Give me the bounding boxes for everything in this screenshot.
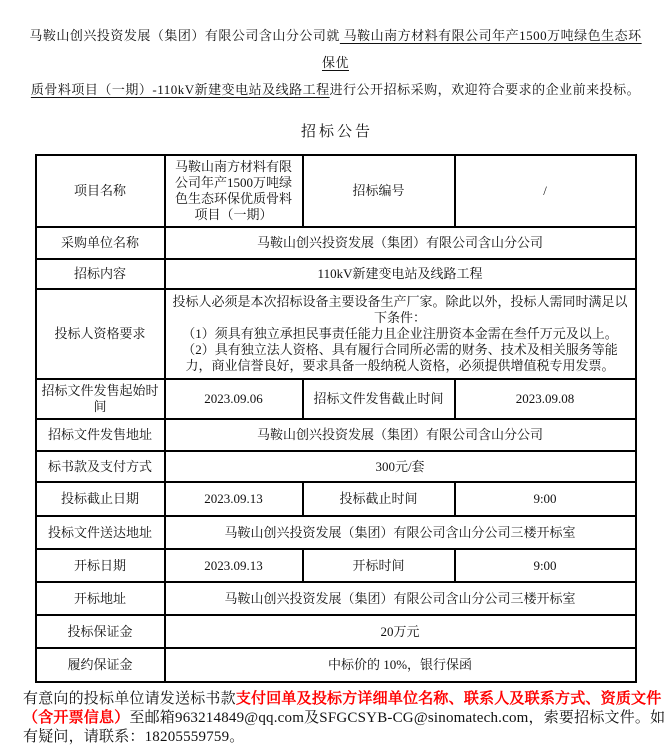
table-row-doc-sale-address: [36, 419, 636, 451]
field-label-bid-delivery-address: 投标文件送达地址: [36, 516, 165, 549]
field-value-doc-sale-address: 马鞍山创兴投资发展（集团）有限公司含山分公司: [165, 419, 636, 451]
field-label-doc-sale-start: 招标文件发售起始时间: [36, 379, 165, 419]
field-label-doc-sale-address: 招标文件发售地址: [36, 419, 165, 451]
field-label-performance-bond: 履约保证金: [36, 648, 165, 682]
field-label-doc-fee: 标书款及支付方式: [36, 451, 165, 482]
field-value-bid-opening-time: 9:00: [455, 549, 636, 582]
field-label-project-name: 项目名称: [36, 155, 165, 227]
footer-paragraph: [23, 690, 666, 747]
table-row-bid-deadline: [36, 482, 636, 516]
footer-line-3: [23, 728, 648, 747]
footer-line3-black: 有疑问，请联系：18205559759。: [23, 729, 245, 745]
field-value-bid-deadline-time: 9:00: [455, 482, 636, 516]
field-value-bid-deadline-date: 2023.09.13: [165, 482, 303, 516]
field-label-tender-number: 招标编号: [303, 155, 455, 227]
field-value-doc-sale-end: 2023.09.08: [455, 379, 636, 419]
table-row-tender-content: [36, 259, 636, 289]
intro-line-1: [23, 22, 648, 76]
footer-line1-black: 有意向的投标单位请发送标书款: [23, 691, 236, 707]
table-row-bid-delivery-address: [36, 516, 636, 549]
field-value-doc-sale-start: 2023.09.06: [165, 379, 303, 419]
intro-paragraph: [23, 22, 648, 103]
field-label-bidder-qualification: 投标人资格要求: [36, 289, 165, 379]
field-value-bidder-qualification: [165, 289, 636, 379]
field-value-performance-bond: 中标价的 10%，银行保函: [165, 648, 636, 682]
table-row-bid-opening: [36, 549, 636, 582]
table-row-doc-sale-time: [36, 379, 636, 419]
field-label-bid-deadline-time: 投标截止时间: [303, 482, 455, 516]
field-value-purchaser: 马鞍山创兴投资发展（集团）有限公司含山分公司: [165, 227, 636, 259]
table-row-doc-fee: [36, 451, 636, 482]
field-label-doc-sale-end: 招标文件发售截止时间: [303, 379, 455, 419]
field-label-tender-content: 招标内容: [36, 259, 165, 289]
qualification-line-1: 投标人必须是本次招标设备主要设备生产厂家。除此以外，投标人需同时满足以下条件：: [172, 294, 628, 325]
intro-line1-underlined: 马鞍山南方材料有限公司年产1500万吨绿色生态环保优: [321, 28, 642, 70]
intro-line2-plain: 进行公开招标采购，欢迎符合要求的企业前来投标。: [329, 82, 641, 97]
table-row-bidder-qualification: [36, 289, 636, 379]
field-value-project-name: 马鞍山南方材料有限公司年产1500万吨绿色生态环保优质骨料项目（一期）: [165, 155, 303, 227]
field-label-bid-opening-date: 开标日期: [36, 549, 165, 582]
intro-line-2: [23, 76, 648, 103]
field-value-bid-opening-date: 2023.09.13: [165, 549, 303, 582]
footer-line-2: [23, 709, 666, 728]
intro-line1-plain: 马鞍山创兴投资发展（集团）有限公司含山分公司就: [29, 28, 340, 43]
tender-info-table: [35, 154, 637, 683]
field-label-bid-deadline-date: 投标截止日期: [36, 482, 165, 516]
footer-line-1: [23, 690, 662, 709]
field-value-bid-bond: 20万元: [165, 615, 636, 648]
footer-line2-black: 至邮箱963214849@qq.com及SFGCSYB-CG@sinomatech.com，索要招标文件。如: [129, 710, 666, 726]
footer-line1-red-emphasis: 支付回单及投标方详细单位名称、联系人及联系方式、资质文件: [235, 691, 662, 707]
field-value-tender-content: 110kV新建变电站及线路工程: [165, 259, 636, 289]
table-row-purchaser: [36, 227, 636, 259]
field-value-tender-number: /: [455, 155, 636, 227]
qualification-line-3: （2）具有独立法人资格、具有履行合同所必需的财务、技术及相关服务等能力，商业信誉良好，要求具备一般纳税人资格，必须提供增值税专用发票。: [182, 342, 618, 373]
page-title: 招标公告: [300, 124, 373, 140]
table-row-bid-bond: [36, 615, 636, 648]
field-label-purchaser: 采购单位名称: [36, 227, 165, 259]
table-row-performance-bond: [36, 648, 636, 682]
footer-line2-red-emphasis: （含开票信息）: [23, 710, 130, 726]
field-label-bid-bond: 投标保证金: [36, 615, 165, 648]
field-value-bid-delivery-address: 马鞍山创兴投资发展（集团）有限公司含山分公司三楼开标室: [165, 516, 636, 549]
intro-line2-underlined: 质骨料项目（一期）-110kV新建变电站及线路工程: [30, 82, 330, 97]
table-row-bid-opening-address: [36, 582, 636, 615]
qualification-line-2: （1）须具有独立承担民事责任能力且企业注册资本金需在叁仟万元及以上。: [182, 326, 618, 341]
field-label-bid-opening-address: 开标地址: [36, 582, 165, 615]
table-row-project-name: [36, 155, 636, 227]
field-value-doc-fee: 300元/套: [165, 451, 636, 482]
field-value-bid-opening-address: 马鞍山创兴投资发展（集团）有限公司含山分公司三楼开标室: [165, 582, 636, 615]
field-label-bid-opening-time: 开标时间: [303, 549, 455, 582]
